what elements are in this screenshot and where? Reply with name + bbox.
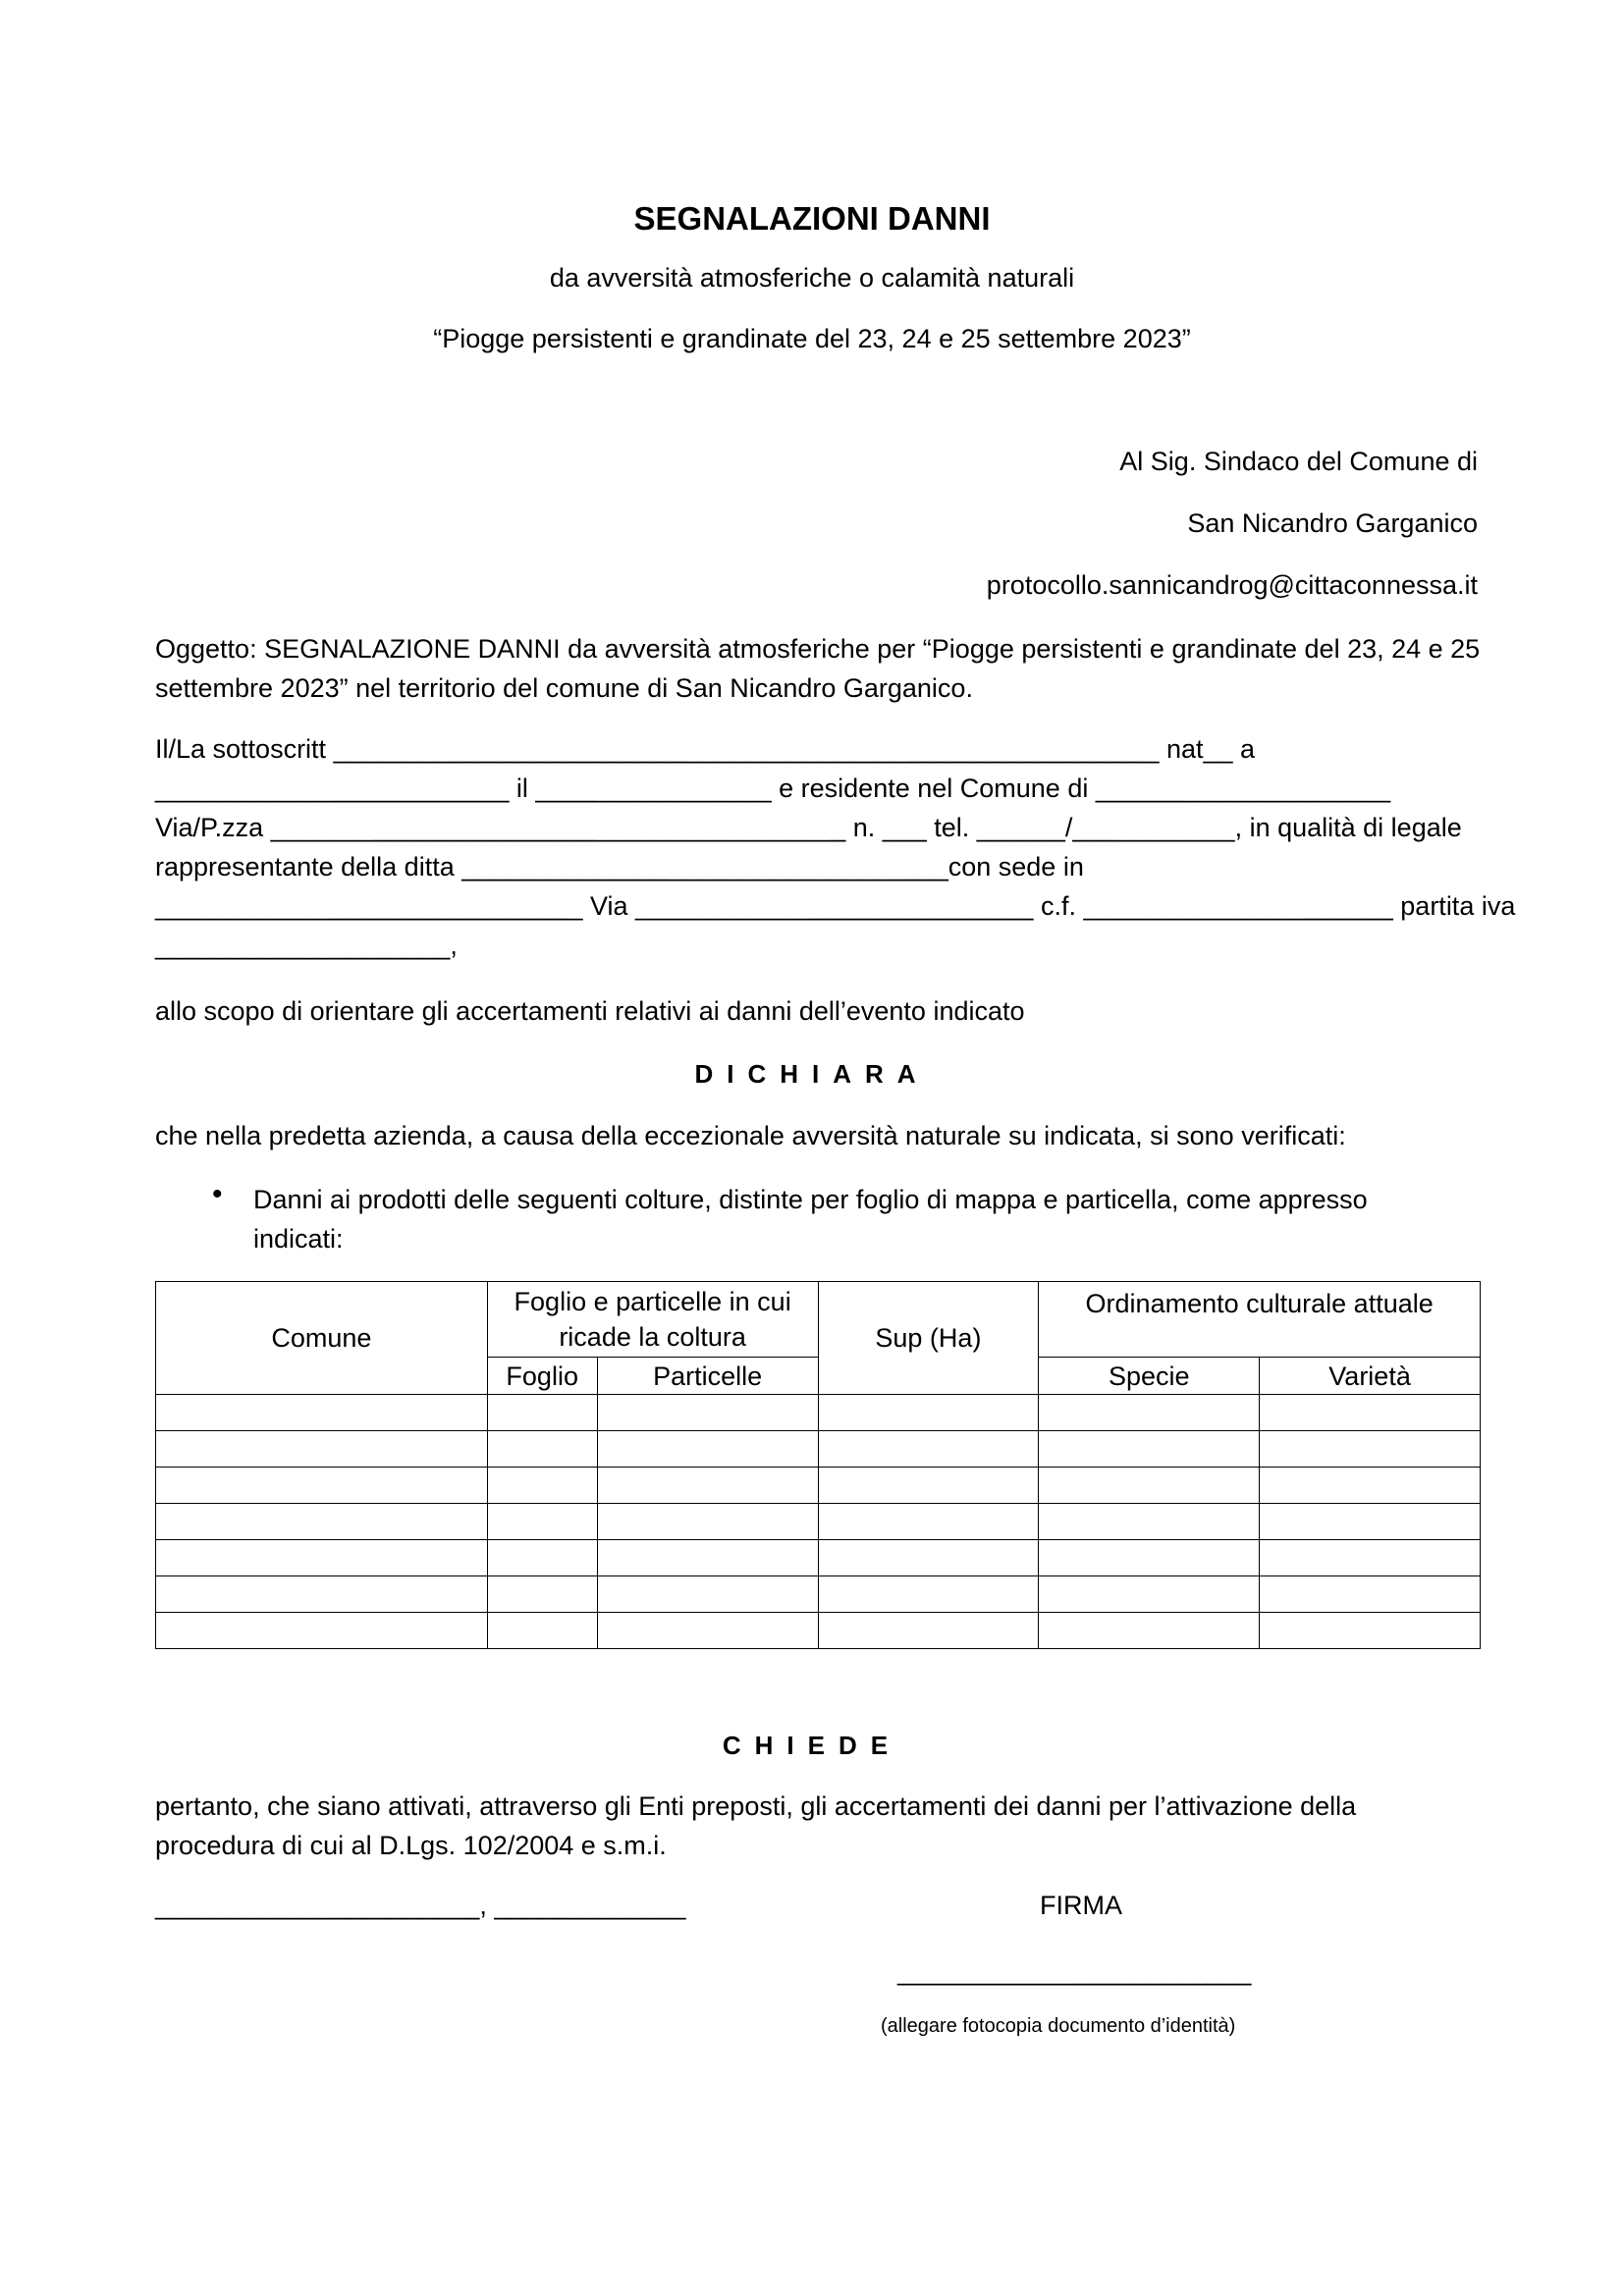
- header-sup: Sup (Ha): [818, 1282, 1039, 1395]
- table-cell[interactable]: [1260, 1395, 1481, 1431]
- place-date-line: ______________________, _____________: [155, 1891, 686, 1920]
- table-cell[interactable]: [1260, 1540, 1481, 1576]
- table-cell[interactable]: [156, 1395, 488, 1431]
- table-row: [156, 1504, 1481, 1540]
- chiede-text: pertanto, che siano attivati, attraverso gli Enti preposti, gli accertamenti dei danni per l’attivazione della procedura di cui al D.Lgs. 102/2004 e s.m.i.: [155, 1791, 1357, 1860]
- table-cell[interactable]: [156, 1576, 488, 1613]
- table-cell[interactable]: [597, 1504, 818, 1540]
- table-cell[interactable]: [597, 1540, 818, 1576]
- form-line-2: ________________________ il ________________ e residente nel Comune di ____________________: [155, 774, 1391, 803]
- crops-table: [155, 1281, 1481, 1649]
- form-line-3: Via/P.zza _______________________________________ n. ___ tel. ______/___________, in qualità di legale: [155, 813, 1462, 842]
- table-cell[interactable]: [818, 1431, 1039, 1468]
- form-line-1: Il/La sottoscritt ________________________________________________________ nat__ a: [155, 734, 1256, 764]
- header-particelle: Particelle: [597, 1358, 818, 1395]
- table-cell[interactable]: [597, 1576, 818, 1613]
- header-specie: Specie: [1039, 1358, 1260, 1395]
- table-cell[interactable]: [1039, 1540, 1260, 1576]
- table-row: [156, 1540, 1481, 1576]
- table-cell[interactable]: [818, 1540, 1039, 1576]
- table-cell[interactable]: [1260, 1504, 1481, 1540]
- document-title: SEGNALAZIONI DANNI: [633, 200, 991, 237]
- table-cell[interactable]: [156, 1504, 488, 1540]
- document-subtitle: da avversità atmosferiche o calamità naturali: [549, 263, 1075, 293]
- table-cell[interactable]: [1260, 1468, 1481, 1504]
- bullet-icon: •: [212, 1178, 223, 1210]
- table-cell[interactable]: [156, 1431, 488, 1468]
- table-row: [156, 1468, 1481, 1504]
- table-cell[interactable]: [1039, 1468, 1260, 1504]
- table-cell[interactable]: [487, 1468, 597, 1504]
- table-cell[interactable]: [156, 1613, 488, 1649]
- table-cell[interactable]: [1039, 1576, 1260, 1613]
- dichiara-text: che nella predetta azienda, a causa della eccezionale avversità naturale su indicata, si sono verificati:: [155, 1121, 1346, 1150]
- table-cell[interactable]: [597, 1395, 818, 1431]
- table-row: [156, 1613, 1481, 1649]
- identity-note: (allegare fotocopia documento d’identità): [881, 2015, 1236, 2037]
- form-line-5: _____________________________ Via ___________________________ c.f. _____________________ partita iva: [155, 891, 1516, 921]
- table-cell[interactable]: [597, 1431, 818, 1468]
- chiede-heading: CHIEDE: [722, 1731, 902, 1760]
- table-cell[interactable]: [597, 1613, 818, 1649]
- table-cell[interactable]: [487, 1613, 597, 1649]
- signature-line: ________________________: [897, 1956, 1252, 1986]
- table-cell[interactable]: [1039, 1431, 1260, 1468]
- table-cell[interactable]: [1039, 1395, 1260, 1431]
- recipient-line-1: Al Sig. Sindaco del Comune di: [1119, 447, 1478, 476]
- firma-label: FIRMA: [1040, 1891, 1122, 1920]
- table-cell[interactable]: [818, 1504, 1039, 1540]
- header-varieta: Varietà: [1260, 1358, 1481, 1395]
- header-comune: Comune: [156, 1282, 488, 1395]
- recipient-email: protocollo.sannicandrog@cittaconnessa.it: [986, 570, 1478, 600]
- table-row: [156, 1431, 1481, 1468]
- header-foglio-particelle: Foglio e particelle in cui ricade la coltura: [487, 1282, 818, 1358]
- table-cell[interactable]: [818, 1613, 1039, 1649]
- recipient-line-2: San Nicandro Garganico: [1187, 508, 1478, 538]
- bullet-text: Danni ai prodotti delle seguenti colture, distinte per foglio di mappa e particella, come appresso indicati:: [253, 1185, 1368, 1254]
- table-cell[interactable]: [487, 1504, 597, 1540]
- form-line-4: rappresentante della ditta _________________________________con sede in: [155, 852, 1084, 881]
- table-cell[interactable]: [818, 1395, 1039, 1431]
- table-cell[interactable]: [487, 1431, 597, 1468]
- event-name: “Piogge persistenti e grandinate del 23, 24 e 25 settembre 2023”: [433, 324, 1191, 353]
- scopo-text: allo scopo di orientare gli accertamenti relativi ai danni dell’evento indicato: [155, 996, 1025, 1026]
- table-cell[interactable]: [487, 1540, 597, 1576]
- form-line-6: ____________________,: [155, 931, 458, 960]
- table-cell[interactable]: [818, 1468, 1039, 1504]
- header-foglio: Foglio: [487, 1358, 597, 1395]
- table-cell[interactable]: [597, 1468, 818, 1504]
- table-cell[interactable]: [487, 1395, 597, 1431]
- dichiara-heading: DICHIARA: [694, 1059, 930, 1089]
- table-cell[interactable]: [1260, 1613, 1481, 1649]
- table-cell[interactable]: [156, 1468, 488, 1504]
- table-cell[interactable]: [487, 1576, 597, 1613]
- table-cell[interactable]: [1039, 1613, 1260, 1649]
- table-row: [156, 1576, 1481, 1613]
- table-row: [156, 1395, 1481, 1431]
- table-cell[interactable]: [1260, 1576, 1481, 1613]
- table-cell[interactable]: [818, 1576, 1039, 1613]
- table-cell[interactable]: [1039, 1504, 1260, 1540]
- table-cell[interactable]: [1260, 1431, 1481, 1468]
- oggetto-paragraph: Oggetto: SEGNALAZIONE DANNI da avversità atmosferiche per “Piogge persistenti e grandinate del 23, 24 e 25 settembre 2023” nel territorio del comune di San Nicandro Garganico.: [155, 634, 1481, 703]
- header-ordinamento: Ordinamento culturale attuale: [1039, 1282, 1481, 1358]
- table-cell[interactable]: [156, 1540, 488, 1576]
